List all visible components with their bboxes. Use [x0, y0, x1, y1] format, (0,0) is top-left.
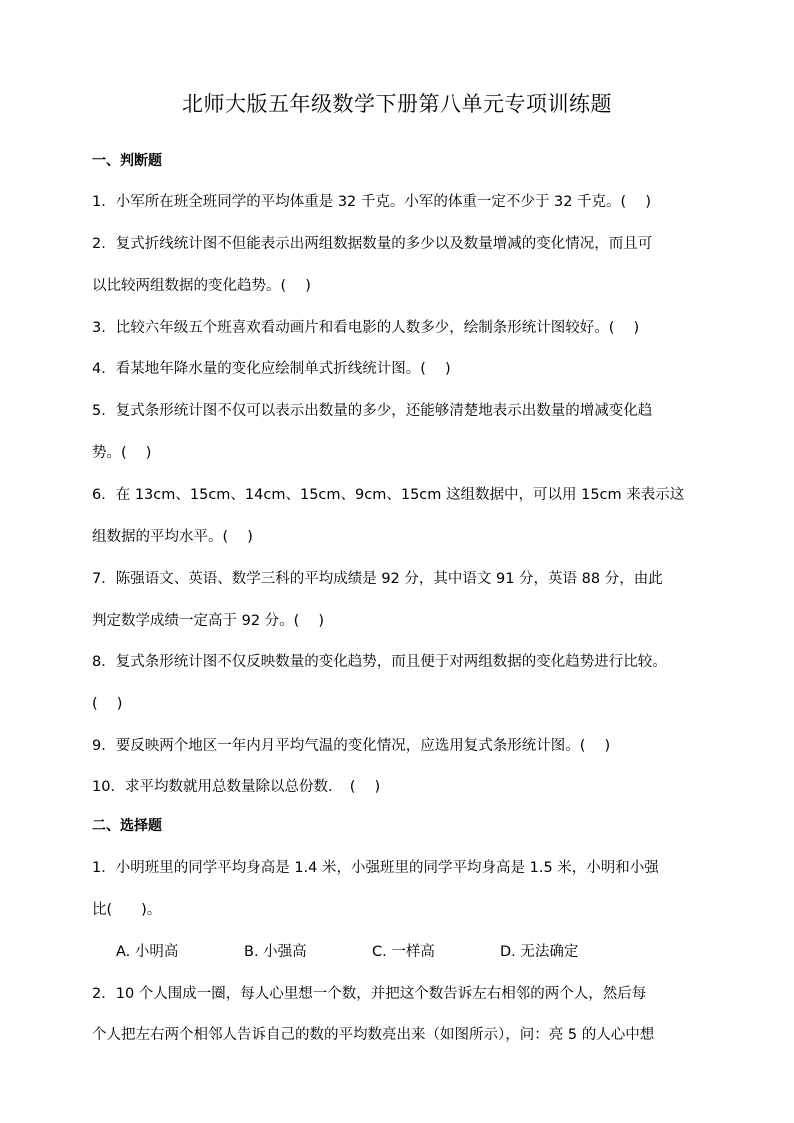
question-line: 7．陈强语文、英语、数学三科的平均成绩是 92 分，其中语文 91 分，英语 88 分，由此 — [92, 571, 663, 587]
question-line: 8．复式条形统计图不仅反映数量的变化趋势，而且便于对两组数据的变化趋势进行比较。 — [92, 654, 667, 670]
question-line: 比( )。 — [92, 902, 162, 918]
question-line: 5．复式条形统计图不仅可以表示出数量的多少，还能够清楚地表示出数量的增减变化趋 — [92, 403, 653, 419]
question-line: 6．在 13cm、15cm、14cm、15cm、9cm、15cm 这组数据中，可以用 15cm 来表示这 — [92, 487, 685, 503]
question-line: ( ) — [92, 696, 123, 712]
choice-option-a: A. 小明高 — [116, 944, 179, 960]
question-line: 3．比较六年级五个班喜欢看动画片和看电影的人数多少，绘制条形统计图较好。( ) — [92, 320, 640, 336]
question-line: 以比较两组数据的变化趋势。( ) — [92, 278, 311, 294]
question-line: 4．看某地年降水量的变化应绘制单式折线统计图。( ) — [92, 361, 451, 377]
question-line: 势。( ) — [92, 445, 152, 461]
section-heading-multiple-choice: 二、选择题 — [92, 818, 162, 834]
question-line: 1．小军所在班全班同学的平均体重是 32 千克。小军的体重一定不少于 32 千克。( ) — [92, 194, 651, 210]
question-line: 2．10 个人围成一圈，每人心里想一个数，并把这个数告诉左右相邻的两个人，然后每 — [92, 986, 647, 1002]
question-line: 个人把左右两个相邻人告诉自己的数的平均数亮出来（如图所示），问：亮 5 的人心中想 — [92, 1027, 655, 1043]
question-line: 10．求平均数就用总数量除以总份数． ( ) — [92, 779, 381, 795]
question-line: 1．小明班里的同学平均身高是 1.4 米，小强班里的同学平均身高是 1.5 米，小明和小强 — [92, 860, 659, 876]
question-line: 组数据的平均水平。( ) — [92, 529, 253, 545]
choice-option-c: C. 一样高 — [372, 944, 435, 960]
choice-option-b: B. 小强高 — [244, 944, 307, 960]
question-line: 判定数学成绩一定高于 92 分。( ) — [92, 613, 325, 629]
page-title: 北师大版五年级数学下册第八单元专项训练题 — [182, 92, 612, 116]
question-line: 2．复式折线统计图不但能表示出两组数据数量的多少以及数量增减的变化情况，而且可 — [92, 236, 653, 252]
section-heading-true-false: 一、判断题 — [92, 153, 162, 169]
choice-option-d: D. 无法确定 — [500, 944, 579, 960]
question-line: 9．要反映两个地区一年内月平均气温的变化情况，应选用复式条形统计图。( ) — [92, 738, 611, 754]
